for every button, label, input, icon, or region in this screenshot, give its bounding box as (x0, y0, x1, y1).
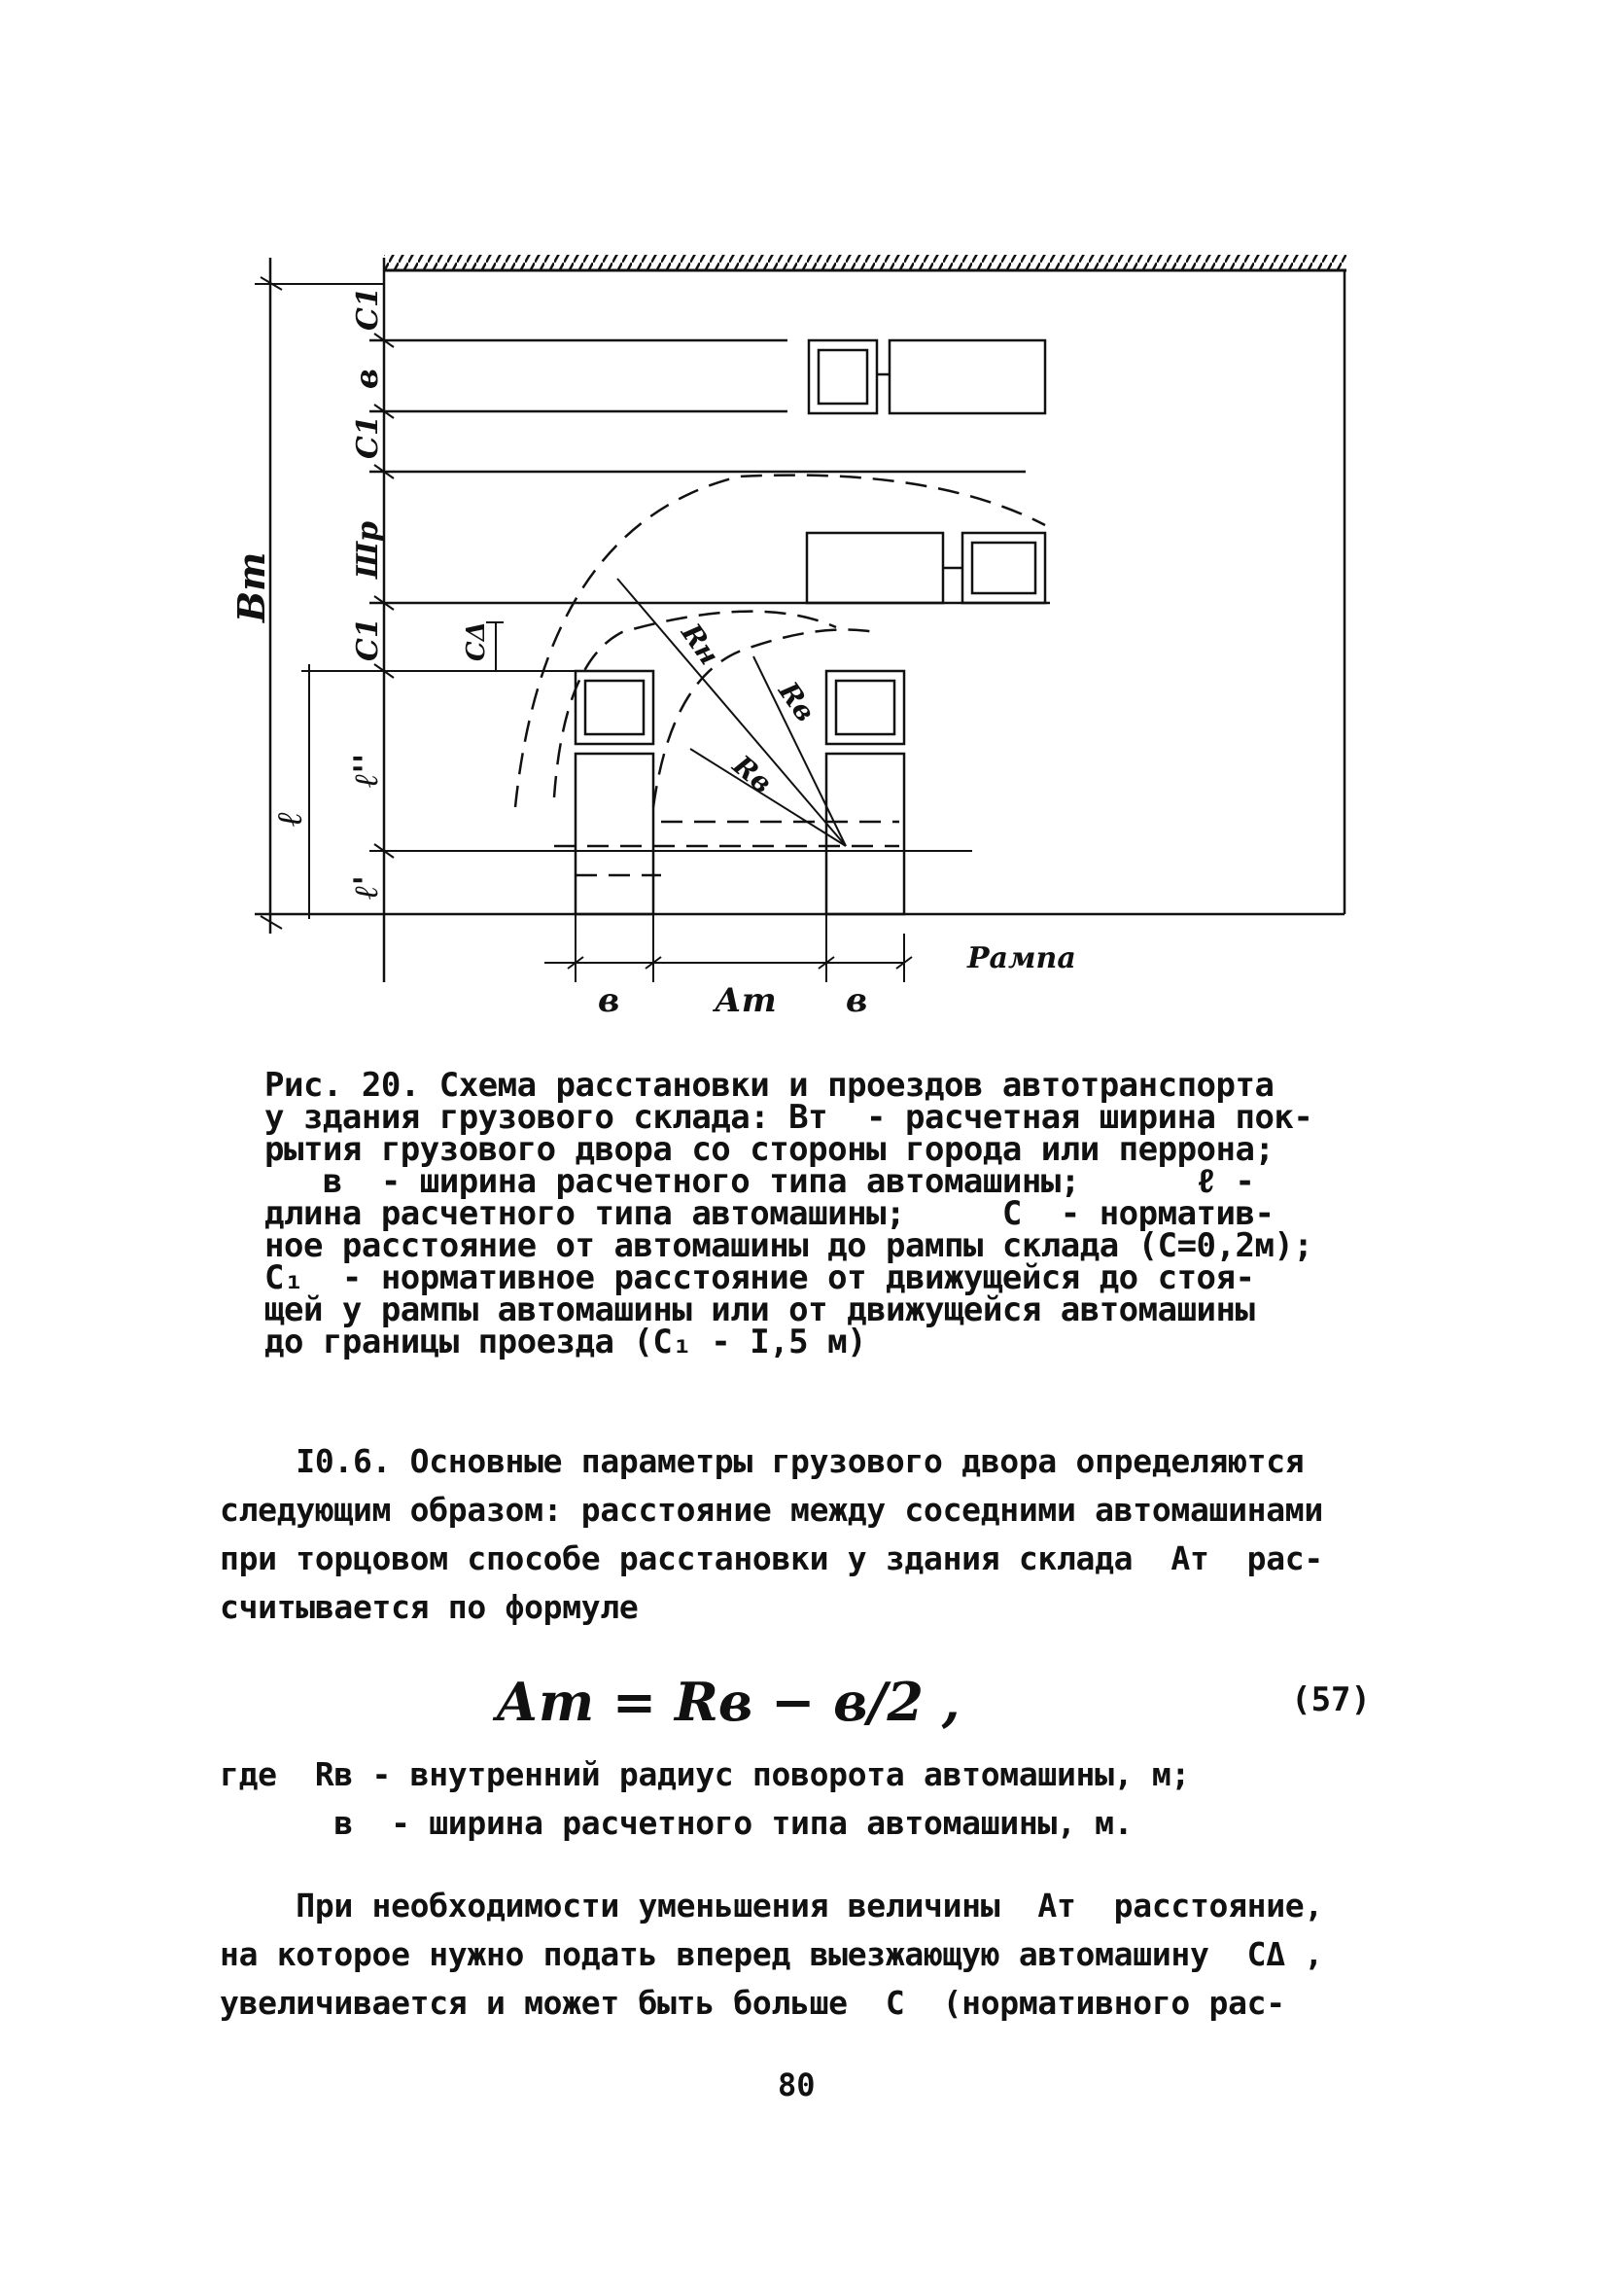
label-rv: Rв (772, 676, 822, 728)
label-at: Ат (715, 981, 777, 1020)
truck-right-bottom (826, 671, 904, 914)
label-rb: Rв (726, 749, 779, 800)
paragraph-10-6 (220, 1437, 1386, 1632)
label-cd: СΔ (462, 621, 491, 661)
label-shr: Шр (351, 520, 385, 579)
caption-line: щей у рампы автомашины или от движущейся автомашины (264, 1290, 1255, 1329)
label-l: ℓ (269, 811, 310, 827)
caption-line: С₁ - нормативное расстояние от движущейся до стоя- (264, 1258, 1255, 1297)
label-l-single: ℓ' (347, 875, 386, 900)
label-b-bottom-right: в (846, 981, 868, 1020)
formula-expression: Ат = Rв − в/2 , (496, 1671, 961, 1733)
paragraph-line: I0.6. Основные параметры грузового двора определяются (220, 1442, 1305, 1480)
caption-line: Рис. 20. Схема расстановки и проездов автотранспорта (264, 1066, 1275, 1105)
paragraph-reduction (220, 1882, 1386, 2028)
paragraph-line: увеличивается и может быть больше С (нормативного рас- (220, 1984, 1285, 2022)
label-b-left: в (348, 368, 385, 389)
label-b-bottom-left: в (598, 981, 620, 1020)
caption-line: рытия грузового двора со стороны города или перрона; (264, 1130, 1275, 1169)
caption-line: до границы проезда (С₁ - I,5 м) (264, 1323, 867, 1361)
truck-middle (807, 533, 1045, 603)
caption-line: в - ширина расчетного типа автомашины; ℓ - (264, 1162, 1255, 1201)
label-bt: Вт (229, 551, 273, 622)
paragraph-line: считывается по формуле (220, 1588, 639, 1626)
formula-57 (496, 1661, 1371, 1758)
warehouse-wall-hatch (384, 255, 1346, 270)
formula-legend (220, 1750, 1386, 1848)
label-c1-low: С1 (351, 618, 385, 661)
truck-left-bottom (576, 671, 653, 914)
label-rn: Rн (675, 618, 726, 671)
caption-line: длина расчетного типа автомашины; С - норматив- (264, 1194, 1275, 1233)
paragraph-line: при торцовом способе расстановки у здания склада Ат рас- (220, 1539, 1323, 1577)
caption-line: ное расстояние от автомашины до рампы склада (С=0,2м); (264, 1226, 1313, 1265)
label-c1-mid: С1 (351, 415, 385, 459)
legend-line: в - ширина расчетного типа автомашины, м. (220, 1804, 1134, 1842)
label-rampa: Рампа (967, 941, 1076, 975)
paragraph-line: При необходимости уменьшения величины Ат расстояние, (220, 1887, 1323, 1925)
figure-caption (264, 1066, 1353, 1361)
paragraph-line: на которое нужно подать вперед выезжающую автомашину СΔ , (220, 1935, 1323, 1973)
caption-line: у здания грузового склада: Вт - расчетная ширина пок- (264, 1098, 1313, 1137)
formula-number: (57) (1291, 1680, 1371, 1719)
paragraph-line: следующим образом: расстояние между соседними автомашинами (220, 1491, 1323, 1529)
outer-turn-arc (515, 476, 1045, 807)
truck-top (809, 340, 1045, 413)
legend-line: где Rв - внутренний радиус поворота автомашины, м; (220, 1755, 1190, 1793)
label-c1-top: С1 (351, 287, 385, 331)
loading-yard-diagram (0, 0, 1607, 1050)
page-number: 80 (778, 2066, 816, 2103)
label-l-double: ℓ'' (347, 753, 386, 788)
